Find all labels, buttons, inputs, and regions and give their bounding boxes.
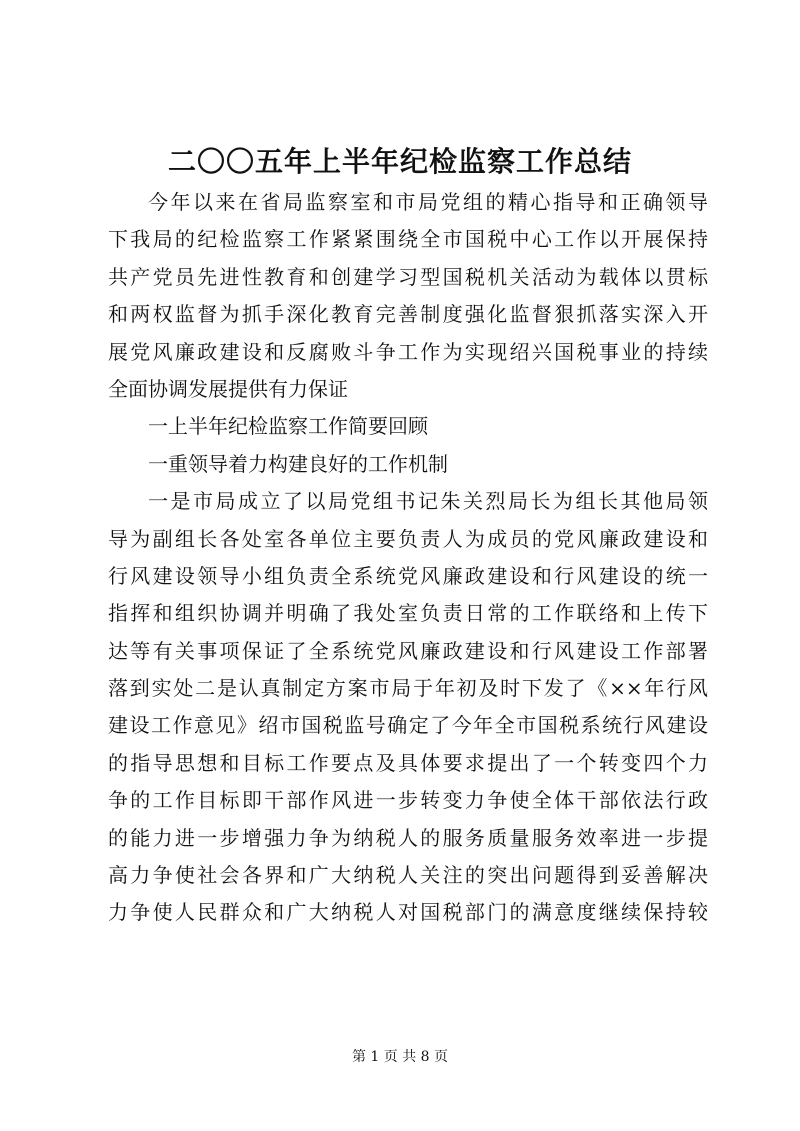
body-line: 达等有关事项保证了全系统党风廉政建设和行风建设工作部署	[108, 638, 708, 663]
body-line: 建设工作意见》绍市国税监号确定了今年全市国税系统行风建设	[108, 713, 708, 738]
body-line: 今年以来在省局监察室和市局党组的精心指导和正确领导	[148, 190, 708, 214]
body-line: 高力争使社会各界和广大纳税人关注的突出问题得到妥善解决	[108, 863, 708, 888]
document-body	[108, 184, 708, 932]
subsection-heading: 一重领导着力构建良好的工作机制	[148, 451, 448, 476]
page-number-footer: 第 1 页 共 8 页	[351, 1049, 449, 1065]
body-line: 共产党员先进性教育和创建学习型国税机关活动为载体以贯标	[108, 264, 708, 289]
body-line: 和两权监督为抓手深化教育完善制度强化监督狠抓落实深入开	[108, 302, 708, 327]
body-line: 落到实处二是认真制定方案市局于年初及时下发了《××年行风	[108, 676, 708, 701]
body-line: 下我局的纪检监察工作紧紧围绕全市国税中心工作以开展保持	[108, 227, 708, 252]
body-line: 展党风廉政建设和反腐败斗争工作为实现绍兴国税事业的持续	[108, 339, 708, 364]
body-line: 力争使人民群众和广大纳税人对国税部门的满意度继续保持较	[108, 900, 708, 925]
body-line: 指挥和组织协调并明确了我处室负责日常的工作联络和上传下	[108, 601, 708, 626]
body-line: 的能力进一步增强力争为纳税人的服务质量服务效率进一步提	[108, 825, 708, 850]
body-line: 争的工作目标即干部作风进一步转变力争使全体干部依法行政	[108, 788, 708, 813]
section-heading: 一上半年纪检监察工作简要回顾	[148, 414, 428, 439]
document-title: 二〇〇五年上半年纪检监察工作总结	[167, 145, 632, 178]
body-line: 全面协调发展提供有力保证	[108, 376, 348, 401]
body-line: 的指导思想和目标工作要点及具体要求提出了一个转变四个力	[108, 750, 708, 775]
body-line: 一是市局成立了以局党组书记朱关烈局长为组长其他局领	[148, 489, 708, 514]
body-line: 导为副组长各处室各单位主要负责人为成员的党风廉政建设和	[108, 526, 708, 551]
body-line: 行风建设领导小组负责全系统党风廉政建设和行风建设的统一	[108, 563, 708, 588]
